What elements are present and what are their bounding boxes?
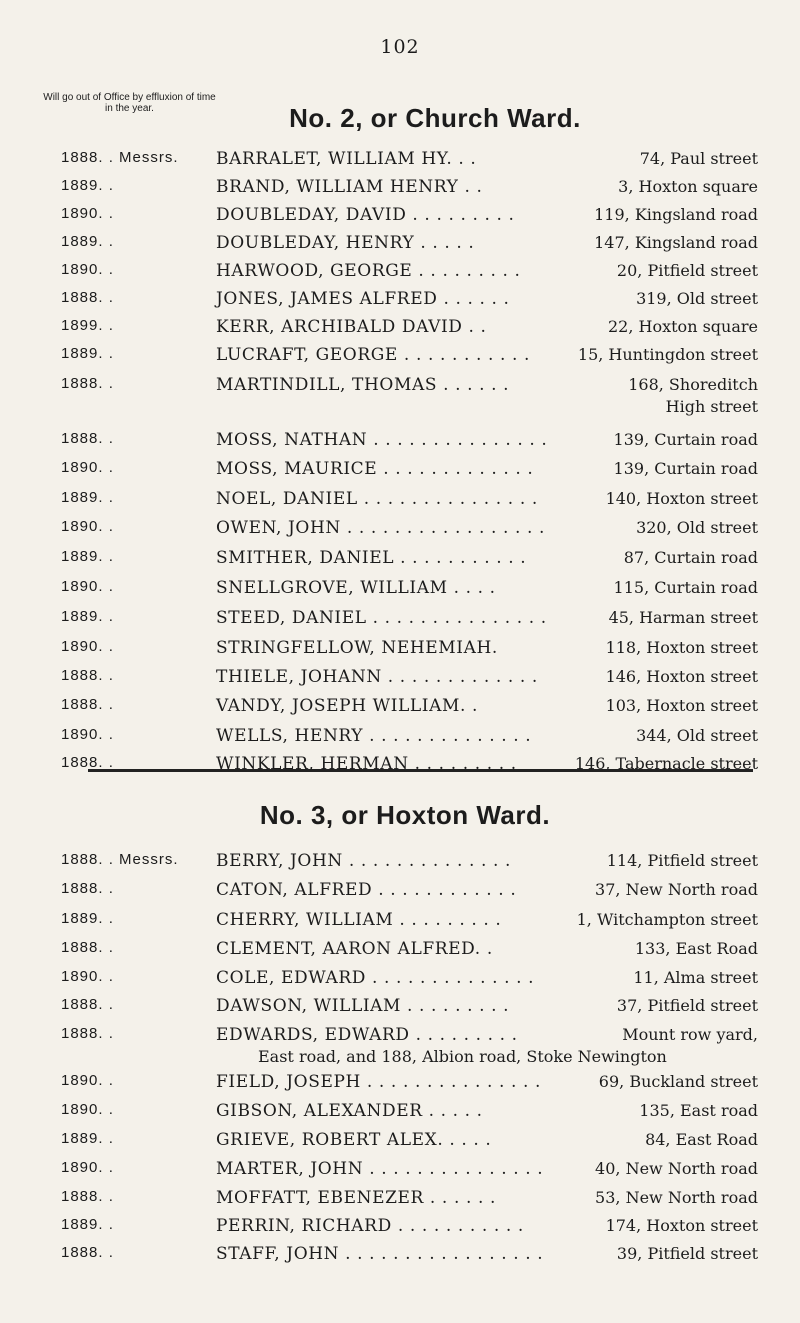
member-address: 147, Kingsland road	[594, 233, 758, 252]
list-item	[0, 177, 800, 207]
list-item	[0, 233, 800, 263]
list-item	[0, 608, 800, 638]
member-address: 20, Pitfield street	[616, 261, 758, 280]
member-address: 119, Kingsland road	[594, 205, 758, 224]
year-retiring: 1890. .	[61, 726, 114, 743]
year-retiring: 1888. . Messrs.	[61, 851, 179, 868]
member-address: 118, Hoxton street	[605, 638, 758, 657]
member-address: 320, Old street	[636, 518, 758, 537]
list-item	[0, 578, 800, 608]
list-item	[0, 667, 800, 697]
list-item	[0, 1244, 800, 1274]
list-item	[0, 1072, 800, 1102]
member-address: 40, New North road	[595, 1159, 758, 1178]
member-name: PERRIN, RICHARD . . . . . . . . . . .	[216, 1216, 524, 1236]
member-name: DOUBLEDAY, HENRY . . . . .	[216, 233, 475, 253]
list-item	[0, 696, 800, 726]
list-item	[0, 149, 800, 179]
year-retiring: 1889. .	[61, 910, 114, 927]
member-address: 133, East Road	[634, 939, 758, 958]
list-item	[0, 430, 800, 460]
year-retiring: 1888. .	[61, 1188, 114, 1205]
header-note: Will go out of Office by effluxion of time in the year.	[43, 92, 216, 114]
year-retiring: 1890. .	[61, 459, 114, 476]
member-name: WELLS, HENRY . . . . . . . . . . . . . .	[216, 726, 532, 746]
member-address-continued: High street	[665, 397, 758, 416]
list-item	[0, 910, 800, 940]
member-name: CHERRY, WILLIAM . . . . . . . . .	[216, 910, 502, 930]
member-address: 11, Alma street	[633, 968, 758, 987]
year-retiring: 1890. .	[61, 1159, 114, 1176]
list-item	[0, 518, 800, 548]
member-address: 37, New North road	[595, 880, 758, 899]
member-name: STAFF, JOHN . . . . . . . . . . . . . . . . .	[216, 1244, 544, 1264]
list-item	[0, 968, 800, 998]
list-item	[0, 939, 800, 969]
member-address: 168, Shoreditch	[628, 375, 758, 394]
member-name: VANDY, JOSEPH WILLIAM. .	[216, 696, 478, 716]
year-retiring: 1888. .	[61, 754, 114, 771]
member-name: GRIEVE, ROBERT ALEX. . . . .	[216, 1130, 492, 1150]
year-retiring: 1890. .	[61, 261, 114, 278]
member-name: CLEMENT, AARON ALFRED. .	[216, 939, 493, 959]
year-retiring: 1889. .	[61, 233, 114, 250]
year-retiring: 1890. .	[61, 518, 114, 535]
year-retiring: 1888. .	[61, 667, 114, 684]
list-item	[0, 261, 800, 291]
section-divider	[88, 769, 753, 772]
list-item	[0, 289, 800, 319]
member-name: HARWOOD, GEORGE . . . . . . . . .	[216, 261, 521, 281]
member-name: STEED, DANIEL . . . . . . . . . . . . . . .	[216, 608, 547, 628]
member-name: MARTINDILL, THOMAS . . . . . .	[216, 375, 510, 395]
list-item	[0, 1130, 800, 1160]
member-name: SMITHER, DANIEL . . . . . . . . . . .	[216, 548, 527, 568]
ward2-title: No. 2, or Church Ward.	[289, 103, 581, 133]
year-retiring: 1890. .	[61, 1072, 114, 1089]
year-retiring: 1890. .	[61, 205, 114, 222]
list-item	[0, 851, 800, 881]
ward3-title: No. 3, or Hoxton Ward.	[259, 800, 551, 830]
member-name: EDWARDS, EDWARD . . . . . . . . .	[216, 1025, 518, 1045]
member-name: GIBSON, ALEXANDER . . . . .	[216, 1101, 483, 1121]
list-item	[0, 1216, 800, 1246]
member-address: 344, Old street	[636, 726, 758, 745]
member-address: 37, Pitfield street	[616, 996, 758, 1015]
member-name: DOUBLEDAY, DAVID . . . . . . . . .	[216, 205, 515, 225]
member-name: JONES, JAMES ALFRED . . . . . .	[216, 289, 510, 309]
year-retiring: 1899. .	[61, 317, 114, 334]
year-retiring: 1888. . Messrs.	[61, 149, 179, 166]
member-address: 174, Hoxton street	[605, 1216, 758, 1235]
member-name: WINKLER, HERMAN . . . . . . . . .	[216, 754, 517, 774]
member-name: THIELE, JOHANN . . . . . . . . . . . . .	[216, 667, 538, 687]
year-retiring: 1889. .	[61, 345, 114, 362]
year-retiring: 1890. .	[61, 578, 114, 595]
member-address: 39, Pitfield street	[616, 1244, 758, 1263]
member-name: MARTER, JOHN . . . . . . . . . . . . . . .	[216, 1159, 544, 1179]
member-address: 3, Hoxton square	[618, 177, 758, 196]
list-item	[0, 459, 800, 489]
member-address: 69, Buckland street	[598, 1072, 758, 1091]
member-name: MOFFATT, EBENEZER . . . . . .	[216, 1188, 496, 1208]
year-retiring: 1889. .	[61, 1130, 114, 1147]
member-address: 22, Hoxton square	[607, 317, 758, 336]
year-retiring: 1889. .	[61, 548, 114, 565]
member-name: BERRY, JOHN . . . . . . . . . . . . . .	[216, 851, 511, 871]
year-retiring: 1889. .	[61, 1216, 114, 1233]
list-item	[0, 1025, 800, 1066]
member-name: LUCRAFT, GEORGE . . . . . . . . . . .	[216, 345, 531, 365]
member-name: BRAND, WILLIAM HENRY . .	[216, 177, 483, 197]
member-address: 146, Tabernacle street	[574, 754, 758, 773]
list-item	[0, 1101, 800, 1131]
member-name: SNELLGROVE, WILLIAM . . . .	[216, 578, 496, 598]
year-retiring: 1889. .	[61, 177, 114, 194]
member-address: 74, Paul street	[639, 149, 758, 168]
year-retiring: 1889. .	[61, 608, 114, 625]
year-retiring: 1890. .	[61, 638, 114, 655]
member-name: MOSS, NATHAN . . . . . . . . . . . . . . .	[216, 430, 548, 450]
list-item	[0, 1188, 800, 1218]
member-name: FIELD, JOSEPH . . . . . . . . . . . . . . .	[216, 1072, 542, 1092]
list-item	[0, 345, 800, 375]
year-retiring: 1888. .	[61, 696, 114, 713]
member-address: 140, Hoxton street	[605, 489, 758, 508]
list-item	[0, 317, 800, 347]
member-name: BARRALET, WILLIAM HY. . .	[216, 149, 477, 169]
list-item	[0, 548, 800, 578]
member-name: DAWSON, WILLIAM . . . . . . . . .	[216, 996, 510, 1016]
member-address-continued: East road, and 188, Albion road, Stoke Newington	[258, 1047, 667, 1066]
member-name: MOSS, MAURICE . . . . . . . . . . . . .	[216, 459, 534, 479]
year-retiring: 1888. .	[61, 430, 114, 447]
member-address: 139, Curtain road	[613, 459, 758, 478]
list-item	[0, 996, 800, 1026]
member-address: Mount row yard,	[622, 1025, 758, 1044]
year-retiring: 1890. .	[61, 1101, 114, 1118]
year-retiring: 1890. .	[61, 968, 114, 985]
list-item	[0, 489, 800, 519]
member-address: 87, Curtain road	[623, 548, 758, 567]
member-address: 139, Curtain road	[613, 430, 758, 449]
member-address: 319, Old street	[636, 289, 758, 308]
list-item	[0, 880, 800, 910]
member-address: 15, Huntingdon street	[577, 345, 758, 364]
year-retiring: 1888. .	[61, 1025, 114, 1042]
member-address: 135, East road	[639, 1101, 758, 1120]
member-name: STRINGFELLOW, NEHEMIAH.	[216, 638, 498, 658]
list-item	[0, 205, 800, 235]
member-address: 114, Pitfield street	[606, 851, 758, 870]
member-name: NOEL, DANIEL . . . . . . . . . . . . . . .	[216, 489, 538, 509]
year-retiring: 1888. .	[61, 1244, 114, 1261]
member-name: COLE, EDWARD . . . . . . . . . . . . . .	[216, 968, 535, 988]
member-address: 84, East Road	[645, 1130, 758, 1149]
year-retiring: 1888. .	[61, 289, 114, 306]
member-address: 53, New North road	[595, 1188, 758, 1207]
member-address: 103, Hoxton street	[605, 696, 758, 715]
year-retiring: 1888. .	[61, 880, 114, 897]
list-item	[0, 726, 800, 756]
member-name: KERR, ARCHIBALD DAVID . .	[216, 317, 487, 337]
member-name: CATON, ALFRED . . . . . . . . . . . .	[216, 880, 517, 900]
year-retiring: 1888. .	[61, 996, 114, 1013]
member-address: 1, Witchampton street	[576, 910, 758, 929]
member-name: OWEN, JOHN . . . . . . . . . . . . . . . . .	[216, 518, 545, 538]
member-address: 45, Harman street	[608, 608, 758, 627]
list-item	[0, 1159, 800, 1189]
member-address: 146, Hoxton street	[605, 667, 758, 686]
year-retiring: 1889. .	[61, 489, 114, 506]
list-item	[0, 638, 800, 668]
year-retiring: 1888. .	[61, 939, 114, 956]
page-number: 102	[380, 36, 420, 58]
member-address: 115, Curtain road	[613, 578, 758, 597]
year-retiring: 1888. .	[61, 375, 114, 392]
list-item	[0, 375, 800, 416]
